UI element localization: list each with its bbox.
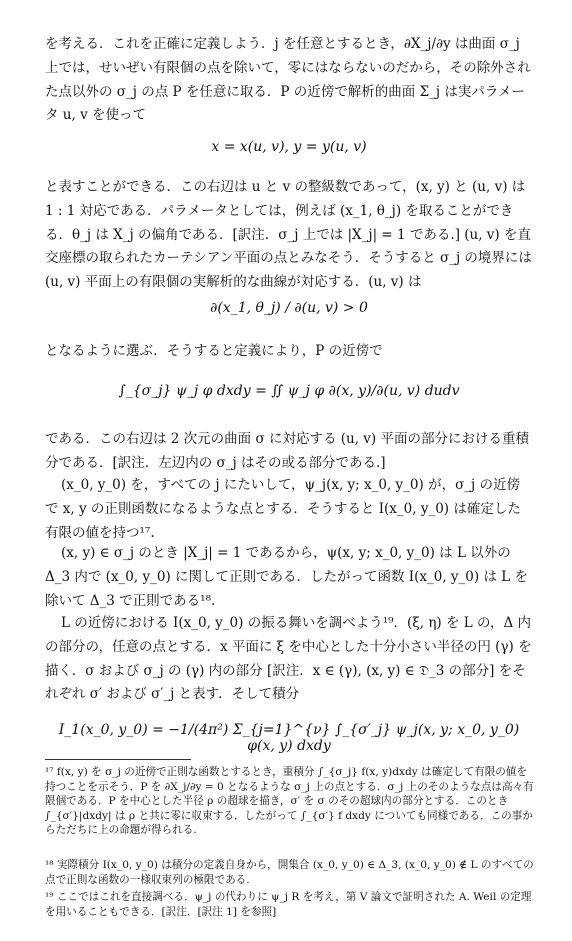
footnote-17: ¹⁷ f(x, y) を σ_j の近傍で正則な函数とするとき，重積分 ∫_{σ_j} f(x, y)dxdy は確定して有限の値を持つことを示そう．P を ∂X_j/∂y = 0 となるような σ_j 上の点とする．σ_j 上のそのような点は高々有限個である．P を中心とした半径 ρ の超球を描き，σ′ を σ のその超球内の部分とする．このとき ∫_{σ′}|dxdy| は ρ と共に零に収束する．したがって ∫_{σ′} f dxdy についても同様である．この事からただちに上の命題が得られる. [45,766,534,837]
paragraph-4: である．この右辺は 2 次元の曲面 σ に対応する (u, v) 平面の部分における重積分である．[訳注．左辺内の σ_j はその或る部分である.] [45,431,529,471]
paragraph-1: を考える．これを正確に定義しよう．j を任意とするとき，∂X_j/∂y は曲面 σ_j 上では，せいぜい有限個の点を除いて，零にはならないのだから，その除外された点以外の σ_j の点 P を任意に取る．P の近傍で解析的曲面 Σ_j は実パラメータ u, v を使って [45,36,531,124]
paragraph-3: となるように選ぶ．そうすると定義により，P の近傍で [45,343,383,359]
footnote-18: ¹⁸ 実際積分 I(x_0, y_0) は積分の定義自身から，開集合 (x_0, y_0) ∈ Δ_3, (x_0, y_0) ∉ L のすべての点で正則な函数の一様収束列の極限である. [45,859,534,886]
paragraph-7: L の近傍における I(x_0, y_0) の振る舞いを調べよう¹⁹．(ξ, η) を L の，Δ 内の部分の，任意の点とする．x 平面に ξ を中心とした十分小さい半径の円 (γ) を描く．σ および σ_j の (γ) 内の部分 [訳注．x ∈ (γ), (x, y) ∈ 𝔇_3 の部分] をそれぞれ σ′ および σ′_j と表す．そして積分 [45,615,532,703]
equation-parametrization: x = x(u, v), y = y(u, v) [211,139,367,155]
equation-jacobian: ∂(x_1, θ_j) / ∂(u, v) > 0 [210,300,368,316]
paragraph-2: と表すことができる．この右辺は u と v の整級数であって，(x, y) と (u, v) は 1 : 1 対応である．パラメータとしては，例えば (x_1, θ_j) を取ることができる．θ_j は X_j の偏角である．[訳注．σ_j 上では |X_j| = 1 である.] (u, v) を直交座標の取られたカーテシアン平面の点とみなそう．そうすると σ_j の境界には (u, v) 平面上の有限個の実解析的な曲線が対応する．(u, v) は [45,179,532,291]
paragraph-6: (x, y) ∈ σ_j のとき |X_j| = 1 であるから，ψ(x, y; x_0, y_0) は L 以外の Δ_3 内で (x_0, y_0) に関して正則である．したがって函数 I(x_0, y_0) は L を除いて Δ_3 で正則である¹⁸. [45,545,528,609]
paragraph-5: (x_0, y_0) を，すべての j にたいして，ψ_j(x, y; x_0, y_0) が，σ_j の近傍で x, y の正則函数になるような点とする．そうすると I(x_0, y_0) は確定した有限の値を持つ¹⁷. [45,477,521,541]
equation-surface-integral: ∫_{σ_j} ψ_j φ dxdy = ∬ ψ_j φ ∂(x, y)/∂(u, v) dudv [118,383,460,399]
footnote-19: ¹⁹ ここではこれを直接調べる．ψ_j の代わりに ψ_j R を考え，第 V 論文で証明された A. Weil の定理を用いることもできる．[訳注．[訳注 1] を参照] [45,891,532,918]
equation-I1: I_1(x_0, y_0) = −1/(4π²) Σ_{j=1}^{ν} ∫_{σ′_j} ψ_j(x, y; x_0, y_0) φ(x, y) dxdy [58,722,520,754]
footnote-rule [45,759,191,760]
